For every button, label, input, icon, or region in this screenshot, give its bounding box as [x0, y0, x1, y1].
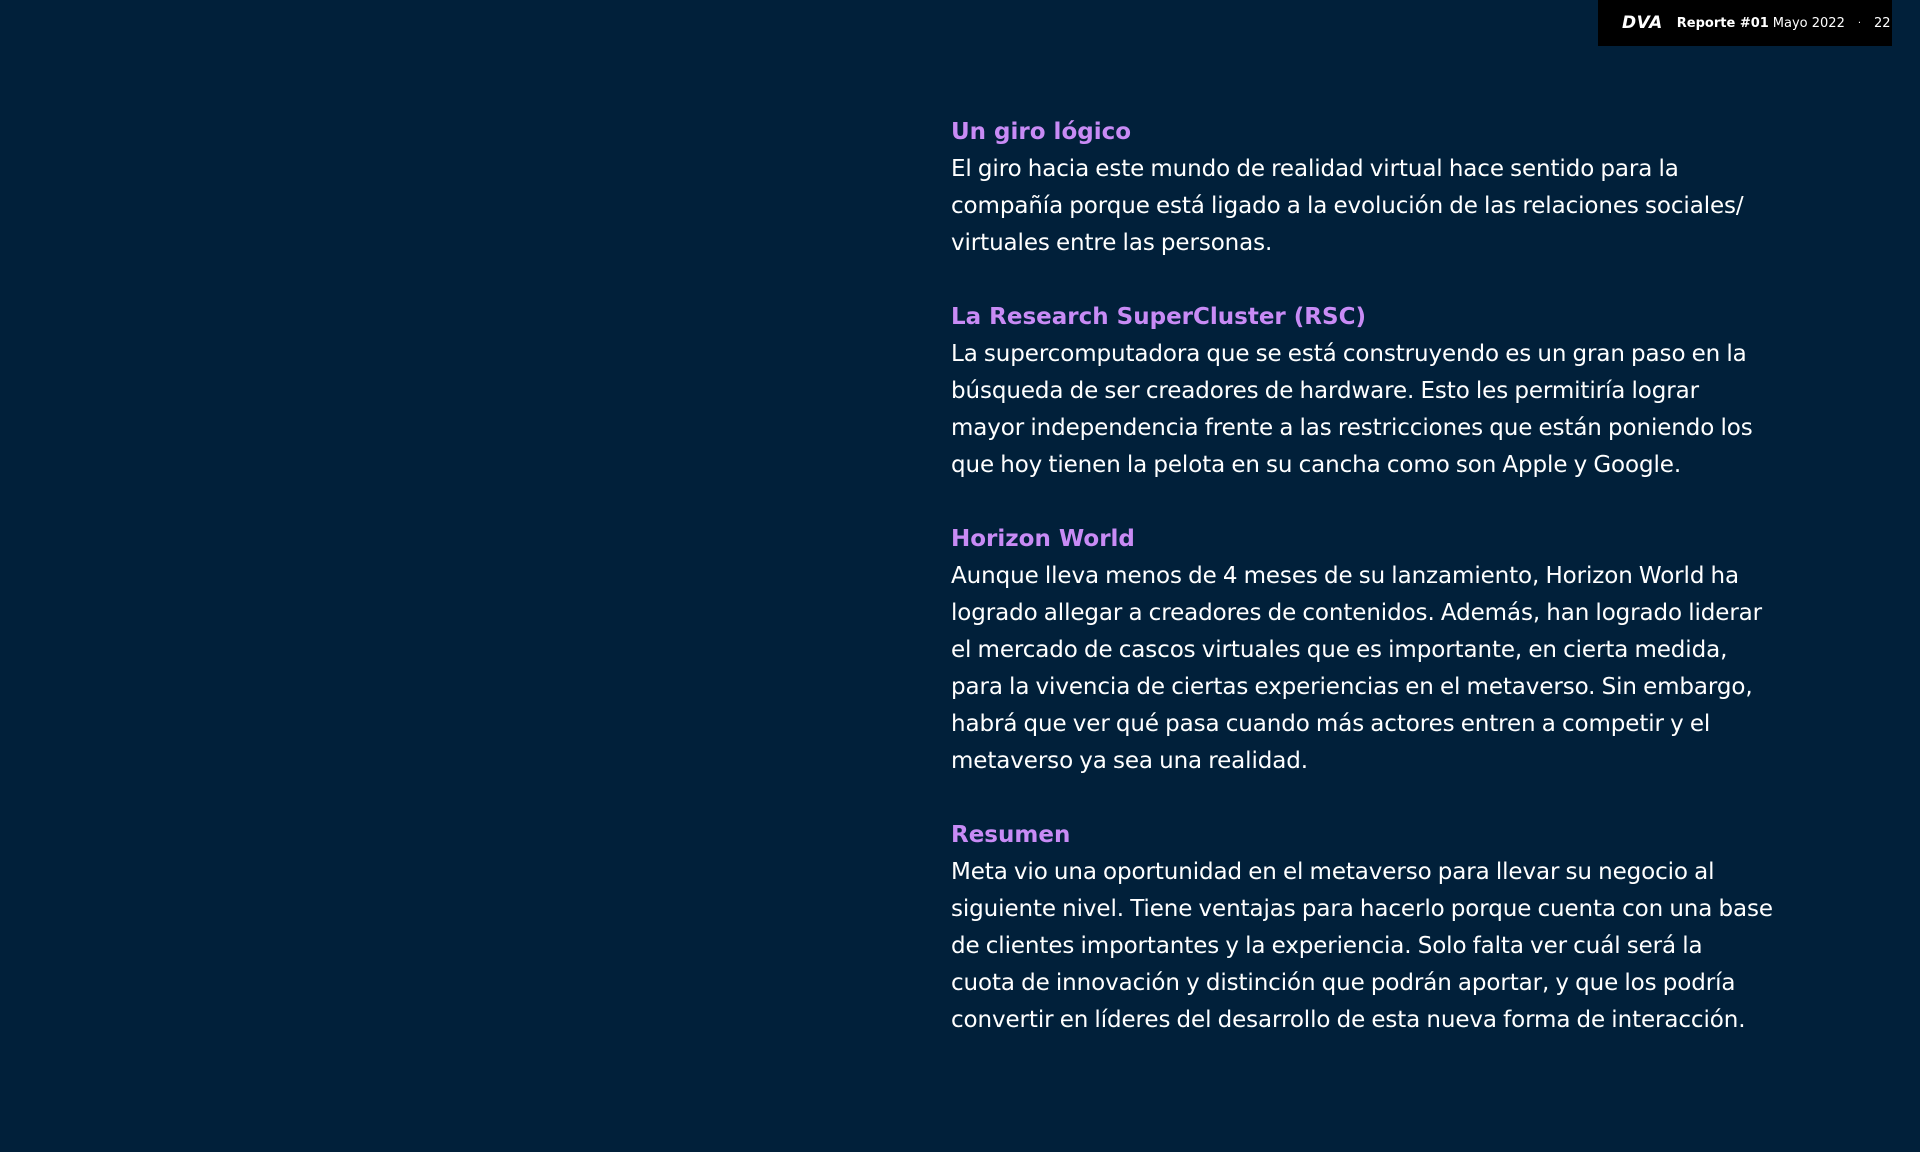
body-line: búsqueda de ser creadores de hardware. Esto les permitiría lograr: [951, 378, 1699, 404]
section-heading: Un giro lógico: [951, 119, 1132, 145]
dva-logo: DVA: [1622, 13, 1663, 33]
article-content: [951, 114, 1811, 1076]
body-line: convertir en líderes del desarrollo de esta nueva forma de interacción.: [951, 1007, 1746, 1033]
section-horizon-world: [951, 521, 1811, 780]
section-resumen: [951, 817, 1811, 1039]
body-line: de clientes importantes y la experiencia. Solo falta ver cuál será la: [951, 933, 1703, 959]
header-separator: ·: [1857, 17, 1862, 29]
section-body: [951, 336, 1811, 484]
body-line: compañía porque está ligado a la evolución de las relaciones sociales/: [951, 193, 1744, 219]
section-research-supercluster: [951, 299, 1811, 484]
section-body: [951, 558, 1811, 780]
body-line: La supercomputadora que se está construyendo es un gran paso en la: [951, 341, 1747, 367]
report-number: Reporte #01: [1676, 15, 1769, 31]
body-line: para la vivencia de ciertas experiencias en el metaverso. Sin embargo,: [951, 674, 1753, 700]
body-line: virtuales entre las personas.: [951, 230, 1273, 256]
section-body: [951, 854, 1811, 1039]
body-line: que hoy tienen la pelota en su cancha como son Apple y Google.: [951, 452, 1682, 478]
report-header-badge: [1598, 0, 1892, 46]
body-line: metaverso ya sea una realidad.: [951, 748, 1308, 774]
body-line: Meta vio una oportunidad en el metaverso para llevar su negocio al: [951, 859, 1715, 885]
body-line: siguiente nivel. Tiene ventajas para hacerlo porque cuenta con una base: [951, 896, 1773, 922]
body-line: habrá que ver qué pasa cuando más actores entren a competir y el: [951, 711, 1711, 737]
body-line: cuota de innovación y distinción que podrán aportar, y que los podría: [951, 970, 1736, 996]
section-heading: La Research SuperCluster (RSC): [951, 304, 1366, 330]
section-body: [951, 151, 1811, 262]
section-heading: Resumen: [951, 822, 1071, 848]
section-heading: Horizon World: [951, 526, 1135, 552]
body-line: logrado allegar a creadores de contenidos. Además, han logrado liderar: [951, 600, 1763, 626]
page-number: 22: [1874, 15, 1891, 31]
section-un-giro-logico: [951, 114, 1811, 262]
report-date: Mayo 2022: [1772, 15, 1845, 31]
body-line: Aunque lleva menos de 4 meses de su lanzamiento, Horizon World ha: [951, 563, 1739, 589]
body-line: el mercado de cascos virtuales que es importante, en cierta medida,: [951, 637, 1728, 663]
body-line: mayor independencia frente a las restricciones que están poniendo los: [951, 415, 1753, 441]
body-line: El giro hacia este mundo de realidad virtual hace sentido para la: [951, 156, 1679, 182]
